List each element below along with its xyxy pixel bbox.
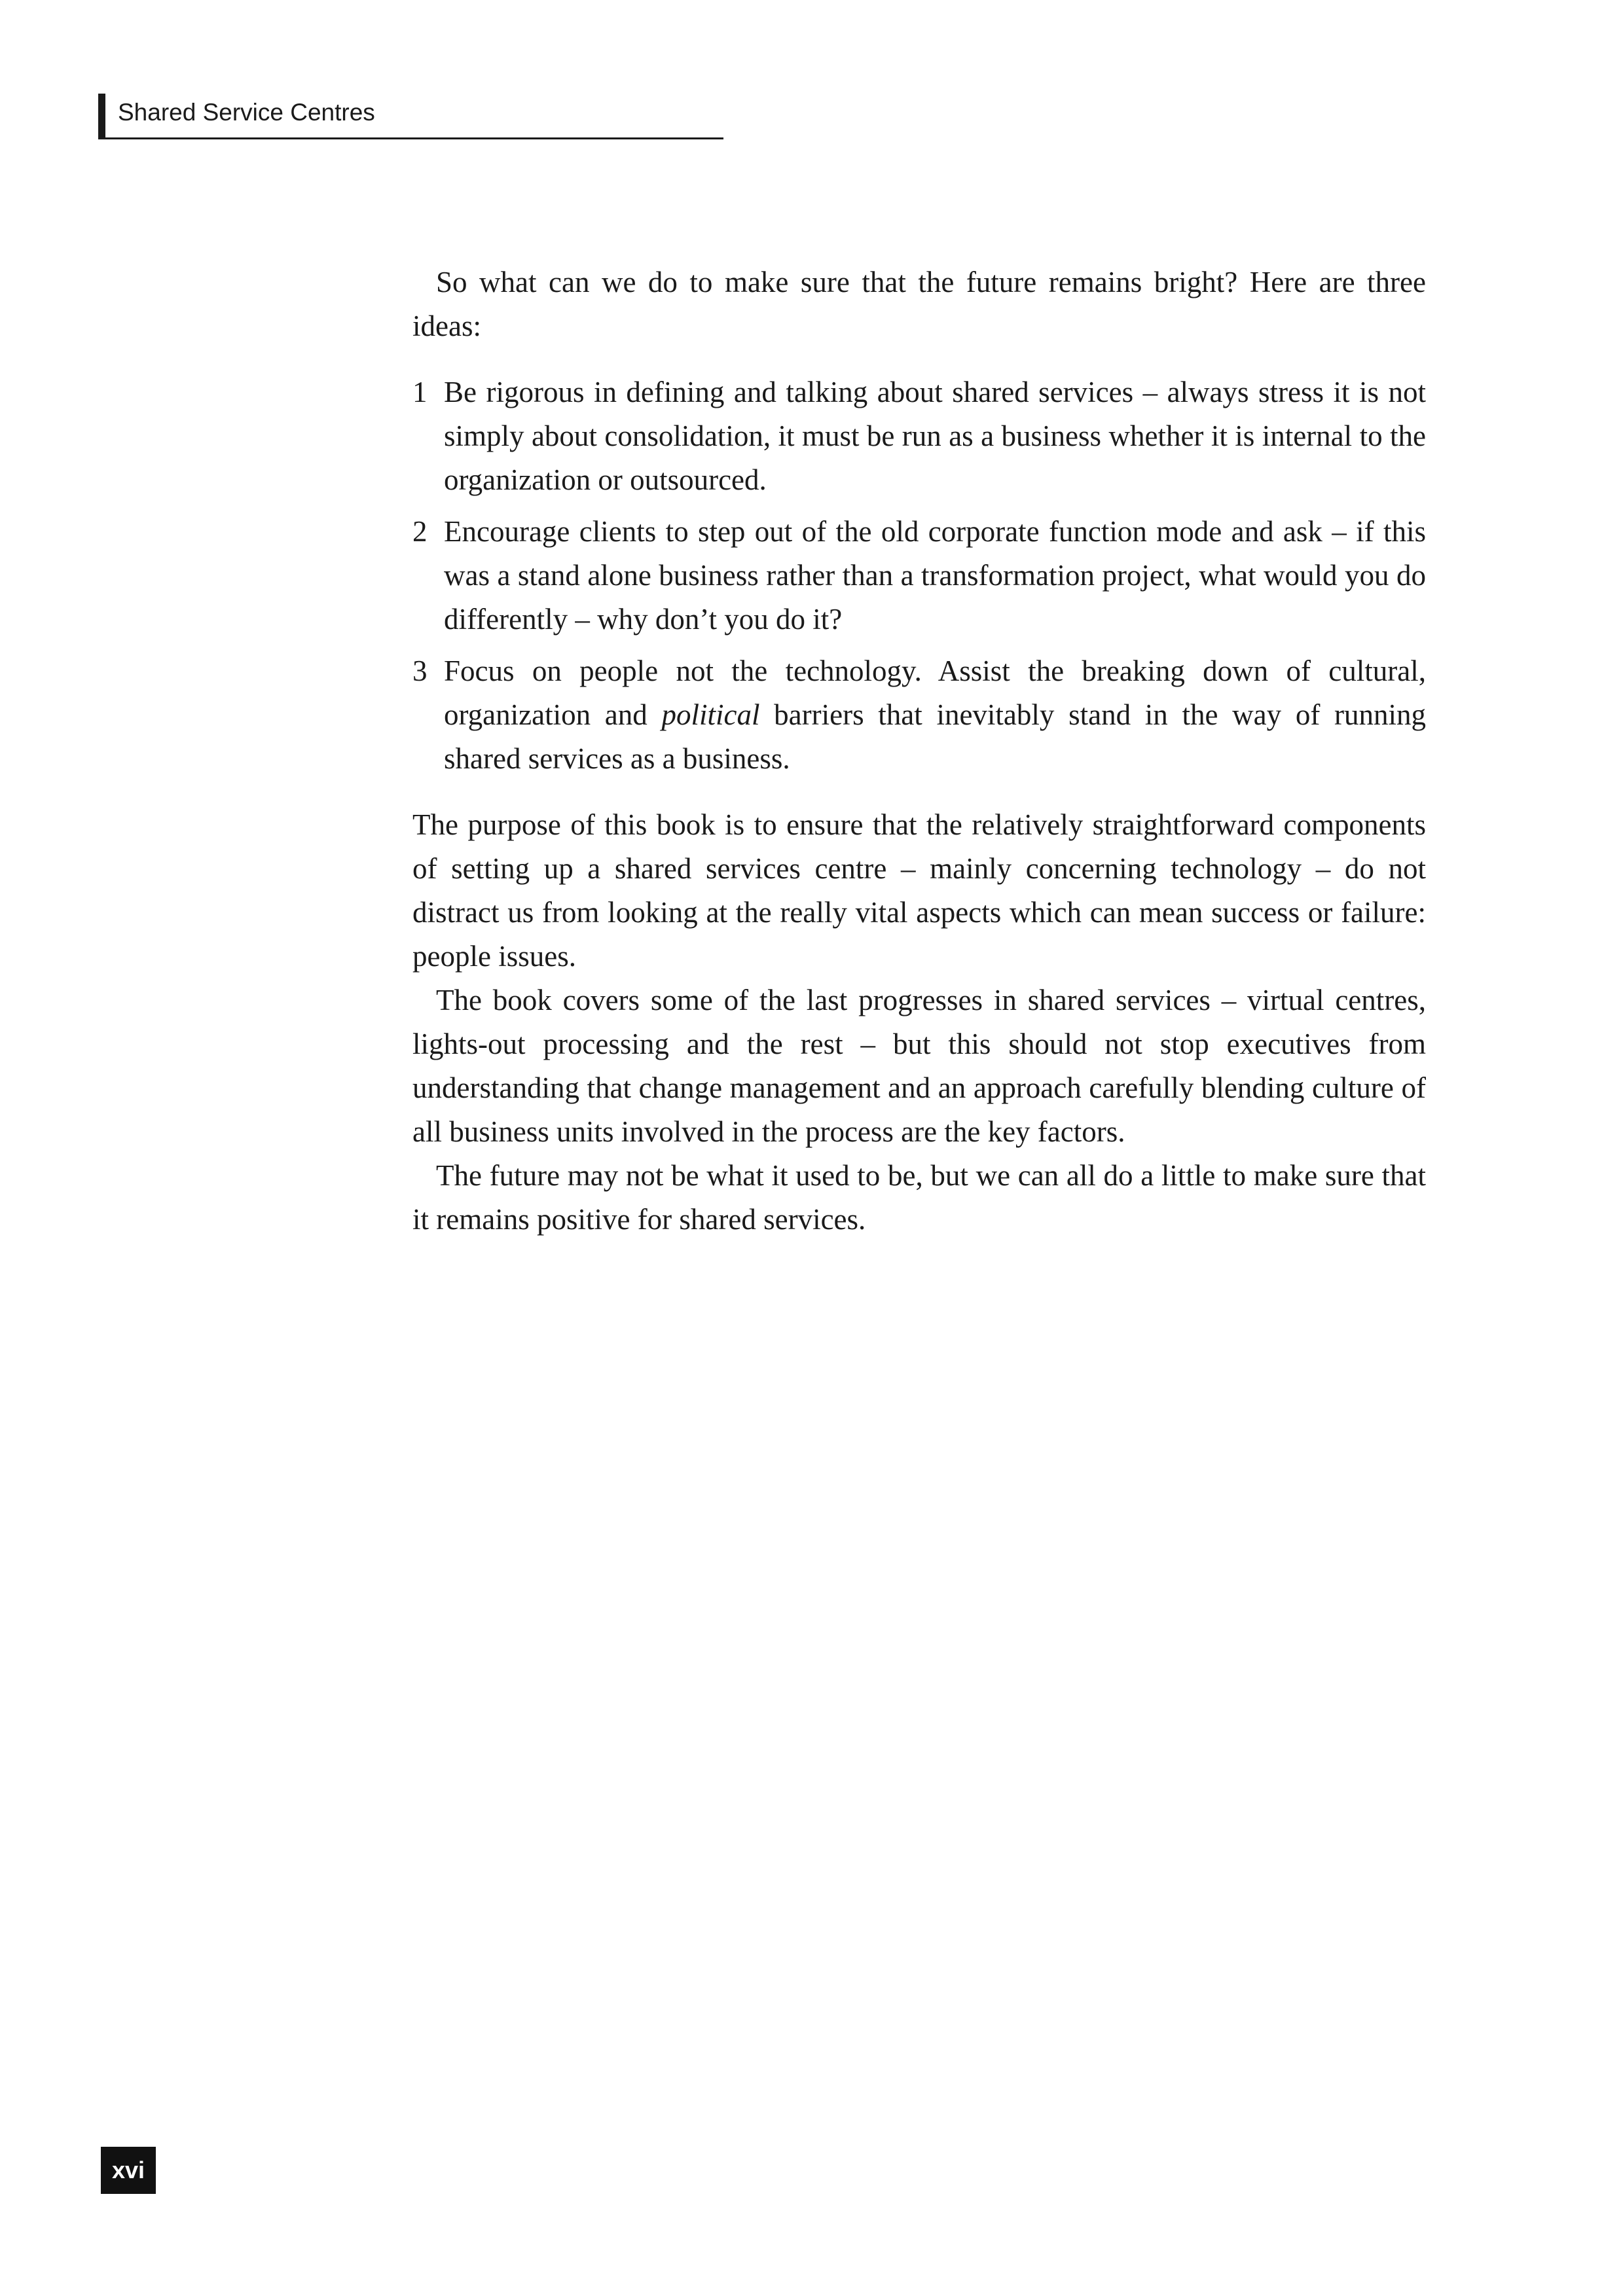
list-item-text-italic: political [661,698,760,731]
body-paragraph: The purpose of this book is to ensure that the relatively straightforward components of setting up a shared services centre – mainly concerning technology – do not distract us from looking at the really vital aspects which can mean success or failure: people issues. [412,808,1426,973]
list-item [412,649,1426,781]
list-item-text-before: Focus on people not the technology. Assist the breaking down of cultural, organization and [444,655,1426,731]
list-item-text-after: barriers that inevitably stand in the way of running shared services as a business. [444,698,1426,775]
running-head-title: Shared Service Centres [118,99,375,126]
running-head [98,94,723,139]
list-item-number: 1 [412,376,428,408]
intro-paragraph: So what can we do to make sure that the future remains bright? Here are three ideas: [412,266,1426,342]
body-paragraph: The book covers some of the last progresses in shared services – virtual centres, lights-out processing and the rest – but this should not stop executives from understanding that change management and an approach carefully blending culture of all business units involved in the process are the key factors. [412,984,1426,1148]
list-item-text: Be rigorous in defining and talking about shared services – always stress it is not simply about consolidation, it must be run as a business whether it is internal to the organization or outsourced. [444,376,1426,496]
list-item-text: Encourage clients to step out of the old corporate function mode and ask – if this was a stand alone business rather than a transformation project, what would you do differently – why don’t you do it? [444,515,1426,636]
list-item-number: 2 [412,515,428,548]
body-text [412,260,1426,1242]
list-item-number: 3 [412,655,428,687]
ideas-list [412,370,1426,781]
list-item [412,510,1426,641]
body-paragraph: The future may not be what it used to be, but we can all do a little to make sure that it remains positive for shared services. [412,1159,1426,1236]
list-item [412,370,1426,502]
page-number: xvi [101,2147,156,2194]
